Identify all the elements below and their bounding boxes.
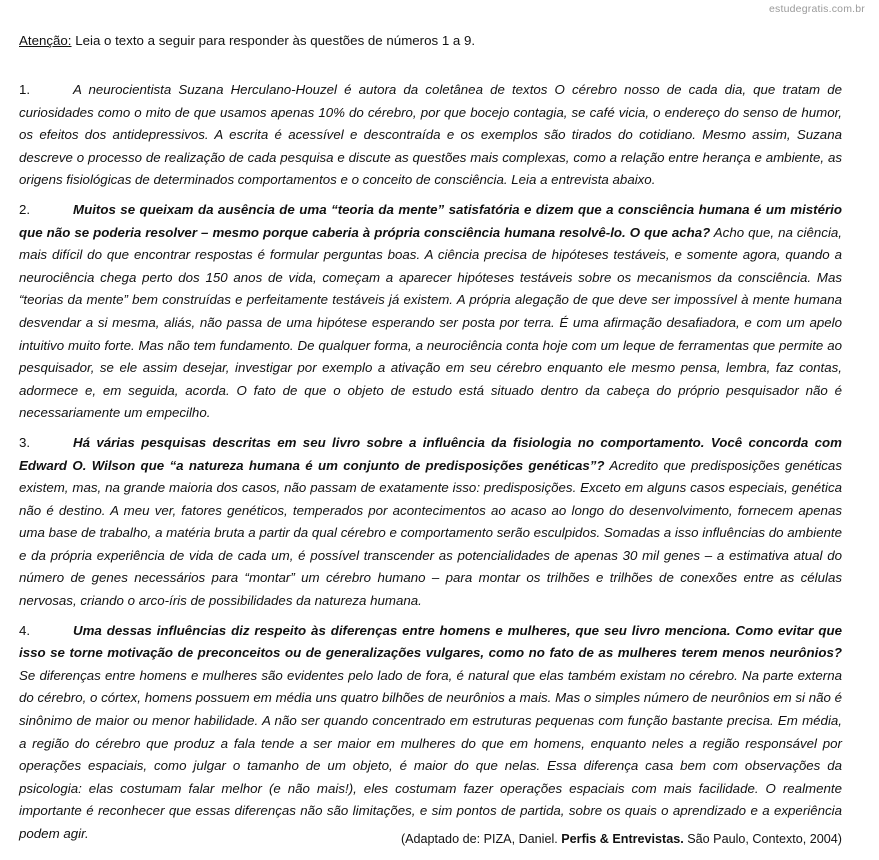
- interview-question: Muitos se queixam da ausência de uma “teoria da mente” satisfatória e dizem que a consciência humana é um mistério que não se poderia resolver – mesmo porque caberia à própria consciência humana resolvê-lo. O que acha?: [19, 201, 842, 240]
- paragraph-3: [19, 432, 842, 613]
- interview-question: Uma dessas influências diz respeito às diferenças entre homens e mulheres, que seu livro menciona. Como evitar que isso se torne motivação de preconceitos ou de generalizações vulgares, como no fato de as mulheres terem menos neurônios?: [19, 622, 842, 661]
- citation-prefix: (Adaptado de: PIZA, Daniel.: [400, 832, 562, 846]
- paragraph-text: Se diferenças entre homens e mulheres são evidentes pelo lado de fora, é natural que elas também existam no cérebro. Na parte externa do cérebro, o córtex, homens possuem em média uns quatro bilhões de neurônios a mais. Mas o simples número de neurônios em si não é sinônimo de maior ou menor habilidade. A não ser quando concentrado em estruturas pequenas com função bastante precisa. Em média, a região do cérebro que produz a fala tende a ser maior em mulheres do que em homens, enquanto neles a região responsável por operações espaciais, como julgar o tamanho de um objeto, é maior do que nelas. Essa diferença casa bem com observações da psicologia: elas costumam falar melhor (e não mais!), eles costumam fazer operações espaciais com mais facilidade. O realmente importante é reconhecer que essas diferenças não são limitações, e sim pontos de partida, sobre os quais o aprendizado e a experiência podem agir.: [19, 667, 842, 841]
- source-citation: [401, 832, 842, 846]
- interview-question: Há várias pesquisas descritas em seu livro sobre a influência da fisiologia no comportamento. Você concorda com Edward O. Wilson que “a natureza humana é um conjunto de predisposições genéticas”?: [19, 434, 842, 473]
- paragraph-number: 2.: [19, 201, 31, 217]
- paragraph-text: Acredito que predisposições genéticas existem, mas, na grande maioria dos casos, não passam de exatamente isso: predisposições. Exceto em alguns casos especiais, genética não é destino. A meu ver, fatores genéticos, temperados por acontecimentos ao acaso ao longo do desenvolvimento, fornecem apenas uma base de trabalho, a matéria bruta a partir da qual cérebro e comportamento serão esculpidos. Somadas a isso influências do ambiente e da própria experiência de vida de cada um, é possível transcender as potencialidades de apenas 30 mil genes – a estimativa atual do número de genes necessários para “montar” um cérebro humano – para montar os trilhões e trilhões de conexões entre as células nervosas, criando o arco-íris de possibilidades da natureza humana.: [19, 457, 842, 609]
- paragraph-number: 3.: [19, 434, 31, 450]
- citation-suffix: São Paulo, Contexto, 2004): [683, 832, 842, 846]
- attention-note: [19, 33, 475, 48]
- paragraph-number: 4.: [19, 622, 31, 638]
- attention-label: Atenção:: [19, 33, 72, 48]
- site-watermark: estudegratis.com.br: [768, 3, 865, 15]
- citation-book-title: Perfis & Entrevistas.: [561, 832, 684, 846]
- paragraph-1: [19, 79, 842, 192]
- paragraph-4: [19, 620, 842, 846]
- paragraph-text: A neurocientista Suzana Herculano-Houzel é autora da coletânea de textos O cérebro nosso de cada dia, que tratam de curiosidades como o mito de que usamos apenas 10% do cérebro, por que bocejo contagia, se café vicia, o endereço do senso de humor, os efeitos dos antidepressivos. A escrita é acessível e descontraída e os exemplos são tirados do cotidiano. Mesmo assim, Suzana descreve o processo de realização de cada pesquisa e discute as questões mais complexas, como a relação entre herança e ambiente, as origens fisiológicas de determinados comportamentos e o conceito de consciência. Leia a entrevista abaixo.: [19, 82, 842, 188]
- paragraph-number: 1.: [19, 82, 31, 97]
- paragraph-2: [19, 199, 842, 425]
- text-body: [19, 79, 842, 853]
- paragraph-text: Acho que, na ciência, mais difícil do que encontrar respostas é formular perguntas boas. A ciência precisa de hipóteses testáveis, e somente agora, quando a neurociência chega perto dos 150 anos de vida, começam a aparecer hipóteses testáveis sobre os mecanismos da consciência. Mas “teorias da mente” bem construídas e perfeitamente testáveis já existem. A própria alegação de que deve ser impossível à mente humana desvendar a si mesma, aliás, não passa de uma hipótese esperando ser posta por terra. É uma afirmação desafiadora, e com um apelo intuitivo muito forte. Mas não tem fundamento. De qualquer forma, a neurociência conta hoje com um leque de ferramentas que permite ao pesquisador, se ele assim desejar, investigar por exemplo a ativação em seu cérebro enquanto ele mesmo pensa, lembra, faz contas, adormece e, em seguida, acorda. O fato de que o objeto de estudo está situado dentro da cabeça do próprio pesquisador não é necessariamente um empecilho.: [19, 224, 842, 421]
- attention-text: Leia o texto a seguir para responder às questões de números 1 a 9.: [71, 33, 476, 48]
